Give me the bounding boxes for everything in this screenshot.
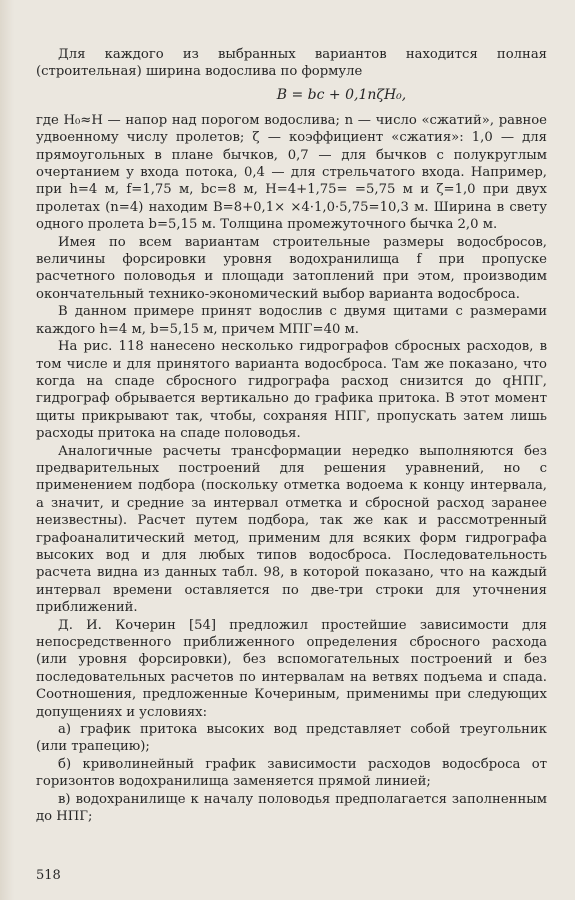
paragraph-2: где H₀≈H — напор над порогом водослива; n — число «сжатий», равное удвоенному числу пролетов; ζ — коэффициент «сжатия»: 1,0 — для прямоугольных в плане бычков, 0,7 — для бычков с полукруглым очертанием у входа потока, 0,4 — для стрельчатого входа. Например, при h=4 м, f=1,75 м, bc=8 м, H=4+1,75= =5,75 м и ζ=1,0 при двух пролетах (n=4) находим B=8+0,1× ×4·1,0·5,75=10,3 м. Ширина в свету одного пролета b=5,15 м. Толщина промежуточного бычка 2,0 м. [36,112,547,233]
list-item-c: в) водохранилище к началу половодья предполагается заполненным до НПГ; [36,791,547,825]
list-item-a: а) график притока высоких вод представляет собой треугольник (или трапецию); [36,722,547,755]
width-formula: B = bc + 0,1nζH₀, [276,86,407,103]
paragraph-1: Для каждого из выбранных вариантов находится полная (строительная) ширина водослива по формуле [36,47,547,80]
list-item-b: б) криволинейный график зависимости расходов водосброса от горизонтов водохранилища заменяется прямой линией; [36,756,547,790]
paragraph-7: Д. И. Кочерин [54] предложил простейшие зависимости для непосредственного приближенного определения сбросного расхода (или уровня форсировки), без вспомогательных построений и без последовательных расчетов по интервалам на ветвях подъема и спада. Соотношения, предложенные Кочериным, применимы при следующих допущениях и условиях: [36,617,547,720]
paragraph-4: В данном примере принят водослив с двумя щитами с размерами каждого h=4 м, b=5,15 м, причем МПГ=40 м. [36,304,547,337]
paragraph-6: Аналогичные расчеты трансформации нередко выполняются без предварительных построений для решения уравнений, но с применением подбора (поскольку отметка водоема к концу интервала, а значит, и средние за интервал отметка и сбросной расход заранее неизвестны). Расчет путем подбора, так же как и рассмотренный графоаналитический метод, применим для всяких форм гидрографа высоких вод и для любых типов водосброса. Последовательность расчета видна из данных табл. 98, в которой показано, что на каждый интервал времени оставляется по две-три строки для уточнения приближений. [36,443,547,616]
paragraph-5: На рис. 118 нанесено несколько гидрографов сбросных расходов, в том числе и для принятого варианта водосброса. Там же показано, что когда на спаде сбросного гидрографа расход снизится до qНПГ, гидрограф обрывается вертикально до графика притока. В этот момент щиты прикрывают так, чтобы, сохраняя НПГ, пропускать затем лишь расходы притока на спаде половодья. [36,339,547,442]
page-number: 518 [36,868,61,883]
paragraph-3: Имея по всем вариантам строительные размеры водосбросов, величины форсировки уровня водохранилища f при пропуске расчетного половодья и площади затоплений при этом, производим окончательный технико-экономический выбор варианта водосброса. [36,234,547,302]
